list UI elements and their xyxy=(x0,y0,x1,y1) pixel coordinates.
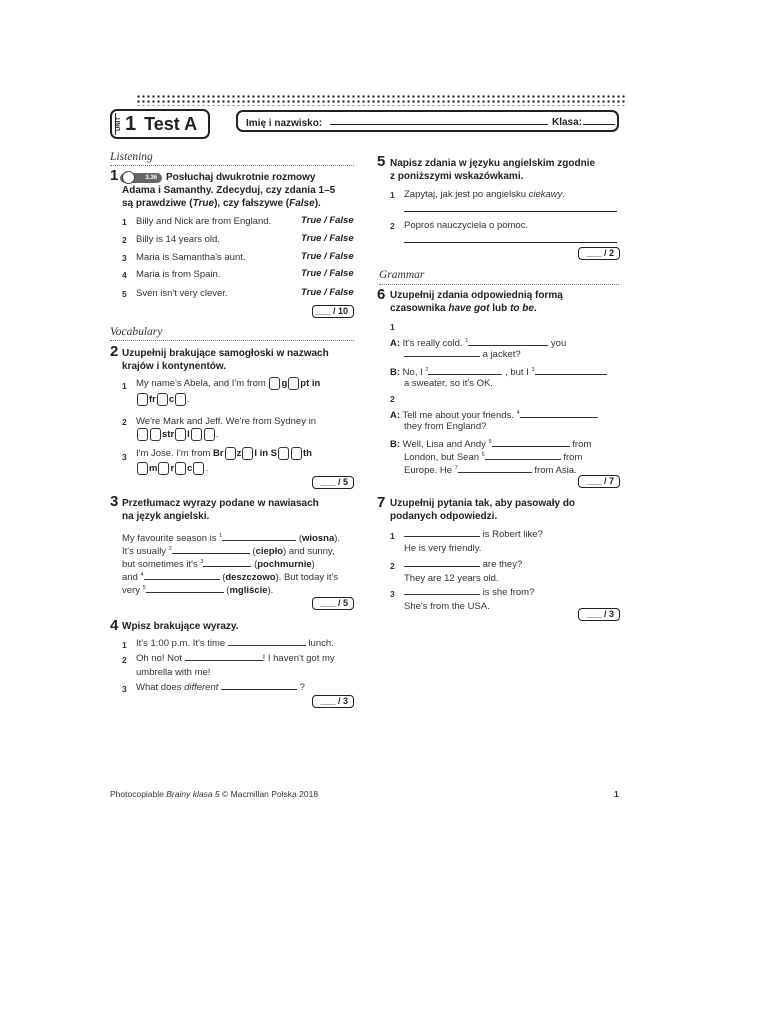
q4-instruction: Wpisz brakujące wyrazy. xyxy=(122,621,239,632)
q7-item-3: is she from? xyxy=(404,586,534,599)
q2-instruction: Uzupełnij brakujące samogłoski w nazwach xyxy=(122,348,329,359)
letter-box[interactable] xyxy=(175,462,186,475)
q7-item-1: is Robert like? xyxy=(404,528,543,541)
true-false-choice[interactable]: True / False xyxy=(301,215,354,226)
answer-blank[interactable] xyxy=(404,558,480,567)
q7-answer-3: She's from the USA. xyxy=(404,601,490,612)
letter-box[interactable] xyxy=(191,428,202,441)
letter-box[interactable] xyxy=(137,428,148,441)
q3-line-2: It's usually $^2$ (ciepło) and sunny, xyxy=(122,546,335,558)
section-listening: Listening xyxy=(110,151,153,163)
answer-blank[interactable] xyxy=(146,584,224,593)
answer-blank[interactable] xyxy=(228,637,306,646)
q4-item-2: Oh no! Not ! I haven't got my xyxy=(136,653,335,664)
q5-item-1: Zapytaj, jak jest po angielsku ciekawy. xyxy=(404,189,566,200)
answer-blank[interactable] xyxy=(458,464,532,473)
test-title: Test A xyxy=(144,113,198,134)
q5-instruction-2: z poniższymi wskazówkami. xyxy=(390,171,524,182)
true-false-choice[interactable]: True / False xyxy=(301,251,354,262)
answer-blank[interactable] xyxy=(404,348,480,357)
q3-line-1: My favourite season is $^1$ (wiosna). xyxy=(122,533,341,545)
q3-instruction-2: na język angielski. xyxy=(122,511,210,522)
list-item-number: 2 xyxy=(122,417,127,427)
q2-item-1: My name's Abela, and I'm from g pt in xyxy=(136,378,321,390)
q4-item-2-cont: umbrella with me! xyxy=(136,667,211,678)
q7-answer-1: He is very friendly. xyxy=(404,543,482,554)
list-item-number: 3 xyxy=(122,253,127,263)
audio-track-number: 3.36 xyxy=(145,175,157,181)
footer-copyright: Photocopiable Brainy klasa 5 © Macmillan Polska 2018 xyxy=(110,789,319,799)
answer-blank[interactable] xyxy=(203,558,251,567)
section-vocabulary: Vocabulary xyxy=(110,326,163,338)
letter-box[interactable] xyxy=(193,462,204,475)
answer-blank[interactable] xyxy=(222,532,296,541)
q7-number: 7 xyxy=(377,494,386,511)
q2-item-3: I'm Jose. I'm from Br z l in S th xyxy=(136,448,312,460)
q6-instruction-2: czasownika have got lub to be. xyxy=(390,303,537,314)
letter-box[interactable] xyxy=(204,428,215,441)
answer-blank[interactable] xyxy=(404,528,480,537)
q1-score-box: ___ / 10 xyxy=(312,305,354,318)
q1-instruction: Posłuchaj dwukrotnie rozmowy xyxy=(166,172,316,183)
unit-label: UNIT xyxy=(115,113,124,135)
unit-number: 1 xyxy=(125,112,137,135)
answer-blank[interactable] xyxy=(520,409,598,418)
name-field[interactable] xyxy=(330,124,548,125)
section-divider xyxy=(379,284,619,285)
q6-d1-line-b: B: No, I $^2$ , but I $^3$ xyxy=(390,364,607,379)
q6-d1-line-a: A: It's really cold. $^1$ you xyxy=(390,338,567,350)
true-false-choice[interactable]: True / False xyxy=(301,268,354,279)
letter-box[interactable] xyxy=(288,377,299,390)
answer-blank[interactable] xyxy=(468,337,548,346)
answer-blank[interactable] xyxy=(485,451,561,460)
q2-item-2-cont: str l . xyxy=(136,428,218,441)
cd-icon xyxy=(122,171,135,184)
q6-number: 6 xyxy=(377,286,386,303)
list-item-number: 3 xyxy=(122,452,127,462)
list-item-number: 5 xyxy=(122,289,127,299)
answer-blank[interactable] xyxy=(404,586,480,595)
letter-box[interactable] xyxy=(150,428,161,441)
q7-item-2: are they? xyxy=(404,558,522,571)
q7-answer-2: They are 12 years old. xyxy=(404,573,499,584)
q6-d2-line-b: B: Well, Lisa and Andy $^5$ from xyxy=(390,439,592,451)
answer-line[interactable] xyxy=(404,242,617,243)
q7-score-box: ___ / 3 xyxy=(578,608,620,621)
q3-number: 3 xyxy=(110,493,119,510)
list-item-number: 1 xyxy=(390,531,395,541)
dialogue-number: 1 xyxy=(390,322,395,332)
letter-box[interactable] xyxy=(242,447,253,460)
answer-blank[interactable] xyxy=(535,366,607,375)
list-item-number: 1 xyxy=(122,640,127,650)
list-item-number: 3 xyxy=(122,684,127,694)
q7-instruction-2: podanych odpowiedzi. xyxy=(390,511,498,522)
list-item: Maria is from Spain. xyxy=(136,269,221,280)
list-item: Billy is 14 years old. xyxy=(136,234,220,245)
q4-number: 4 xyxy=(110,617,119,634)
q1-number: 1 xyxy=(110,167,119,184)
answer-blank[interactable] xyxy=(172,545,250,554)
list-item: Sven isn't very clever. xyxy=(136,288,228,299)
answer-blank[interactable] xyxy=(428,366,502,375)
q1-instruction-2: Adama i Samanthy. Zdecyduj, czy zdania 1–5 xyxy=(122,185,336,196)
list-item-number: 4 xyxy=(122,270,127,280)
answer-blank[interactable] xyxy=(221,681,297,690)
q2-item-2: We're Mark and Jeff. We're from Sydney in xyxy=(136,416,316,427)
section-divider xyxy=(110,340,354,341)
list-item-number: 2 xyxy=(390,221,395,231)
list-item-number: 1 xyxy=(122,381,127,391)
q5-item-2: Poproś nauczyciela o pomoc. xyxy=(404,220,529,231)
q4-item-3: What does different ? xyxy=(136,682,305,693)
q5-number: 5 xyxy=(377,153,386,170)
class-field[interactable] xyxy=(583,124,615,125)
answer-blank[interactable] xyxy=(492,438,570,447)
q6-d2-line-b-cont: London, but Sean $^6$ from xyxy=(404,452,583,464)
list-item: Billy and Nick are from England. xyxy=(136,216,272,227)
letter-box[interactable] xyxy=(175,428,186,441)
q3-line-3: but sometimes it's $^3$ (pochmurnie) xyxy=(122,559,315,571)
q6-d2-line-a: A: Tell me about your friends. $^4$ xyxy=(390,407,598,422)
q2-item-3-cont: m r c . xyxy=(136,462,208,475)
letter-box[interactable] xyxy=(175,393,186,406)
q6-d1-line-a-cont: a jacket? xyxy=(404,348,521,361)
page-number: 1 xyxy=(614,789,619,799)
letter-box[interactable] xyxy=(137,462,148,475)
q6-d1-line-b-cont: a sweater, so it's OK. xyxy=(404,378,493,389)
list-item-number: 1 xyxy=(122,217,127,227)
q3-instruction: Przetłumacz wyrazy podane w nawiasach xyxy=(122,498,319,509)
class-label: Klasa: xyxy=(552,117,583,128)
list-item-number: 2 xyxy=(122,235,127,245)
answer-blank[interactable] xyxy=(144,571,220,580)
section-divider xyxy=(110,165,354,166)
list-item-number: 1 xyxy=(390,190,395,200)
q2-instruction-2: krajów i kontynentów. xyxy=(122,361,227,372)
true-false-choice[interactable]: True / False xyxy=(301,233,354,244)
q3-line-5: very $^5$ (mgliście). xyxy=(122,585,274,597)
q6-score-box: ___ / 7 xyxy=(578,475,620,488)
q3-line-4: and $^4$ (deszczowo). But today it's xyxy=(122,572,339,584)
letter-box[interactable] xyxy=(137,393,148,406)
answer-blank[interactable] xyxy=(185,652,263,661)
q6-d2-line-b-cont2: Europe. He $^7$ from Asia. xyxy=(404,465,577,477)
q5-instruction: Napisz zdania w języku angielskim zgodnie xyxy=(390,158,596,169)
q5-score-box: ___ / 2 xyxy=(578,247,620,260)
true-false-choice[interactable]: True / False xyxy=(301,287,354,298)
list-item: Maria is Samantha's aunt. xyxy=(136,252,246,263)
q3-score-box: ___ / 5 xyxy=(312,597,354,610)
q4-score-box: ___ / 3 xyxy=(312,695,354,708)
q7-instruction: Uzupełnij pytania tak, aby pasowały do xyxy=(390,498,576,509)
answer-line[interactable] xyxy=(404,211,617,212)
q6-d2-line-a-cont: they from England? xyxy=(404,421,487,432)
letter-box[interactable] xyxy=(278,447,289,460)
letter-box[interactable] xyxy=(157,393,168,406)
list-item-number: 2 xyxy=(122,655,127,665)
q6-instruction: Uzupełnij zdania odpowiednią formą xyxy=(390,290,563,301)
letter-box[interactable] xyxy=(225,447,236,460)
list-item-number: 2 xyxy=(390,561,395,571)
q2-item-1-cont: fr c . xyxy=(136,393,190,406)
q1-instruction-3: są prawdziwe (True), czy fałszywe (False). xyxy=(122,198,321,209)
q4-item-1: It's 1:00 p.m. It's time lunch. xyxy=(136,638,334,649)
dialogue-number: 2 xyxy=(390,394,395,404)
section-grammar: Grammar xyxy=(379,269,425,281)
q2-score-box: ___ / 5 xyxy=(312,476,354,489)
unit-badge xyxy=(110,109,210,139)
list-item-number: 3 xyxy=(390,589,395,599)
q2-number: 2 xyxy=(110,343,119,360)
letter-box[interactable] xyxy=(291,447,302,460)
letter-box[interactable] xyxy=(158,462,169,475)
header-dot-pattern xyxy=(136,94,626,106)
name-label: Imię i nazwisko: xyxy=(246,118,323,129)
letter-box[interactable] xyxy=(269,377,280,390)
